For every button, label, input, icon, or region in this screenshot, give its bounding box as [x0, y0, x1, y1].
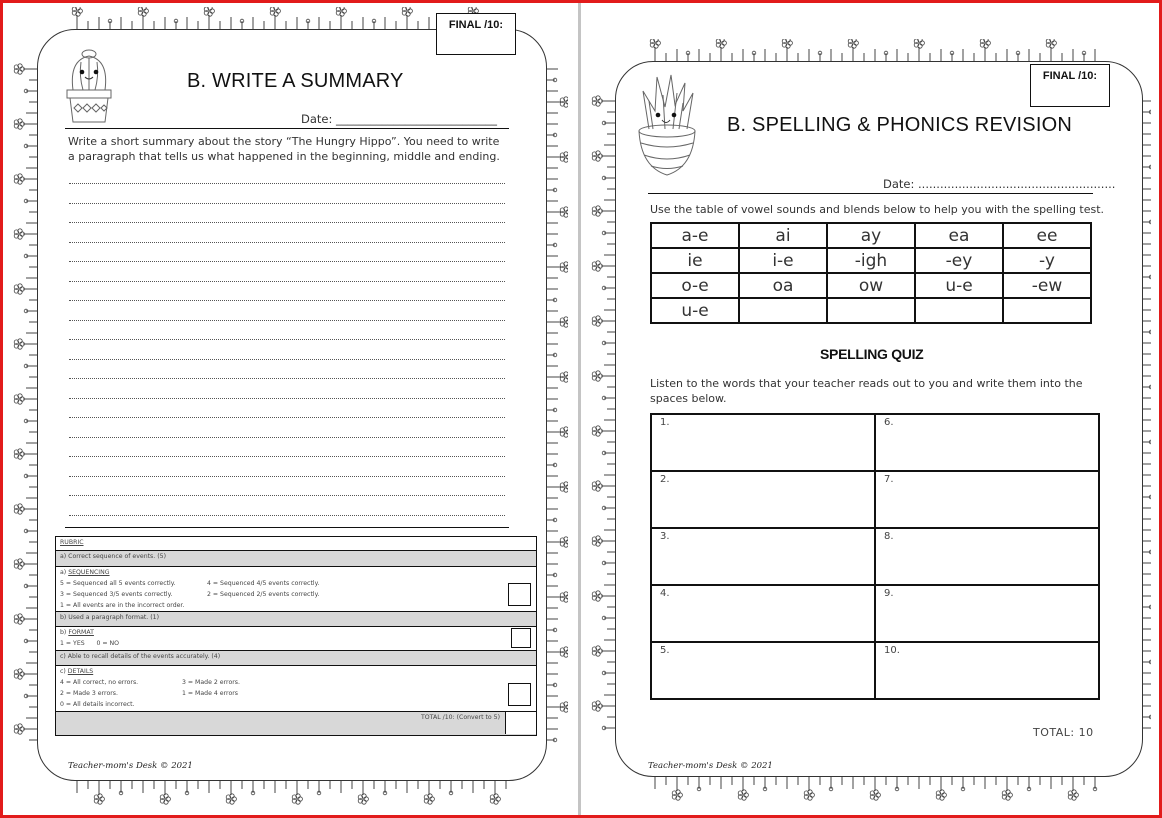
- writing-line[interactable]: [69, 359, 505, 360]
- answer-row: [651, 642, 1099, 699]
- vowel-cell: [1003, 298, 1091, 323]
- rubric-total-row: [56, 711, 536, 735]
- date-field[interactable]: Date: ......................................................: [883, 177, 1116, 191]
- writing-line[interactable]: [69, 417, 505, 418]
- vowel-cell: ie: [651, 248, 739, 273]
- answer-cell[interactable]: 10.: [875, 642, 1099, 699]
- vowel-cell: [739, 298, 827, 323]
- answer-row: [651, 528, 1099, 585]
- copyright-footer: Teacher-mom's Desk © 2021: [68, 761, 193, 771]
- vowel-row: [651, 298, 1091, 323]
- rubric-table: [55, 536, 537, 736]
- answer-cell[interactable]: 1.: [651, 414, 875, 471]
- rubric-total-label: TOTAL /10: (Convert to 5): [421, 714, 500, 721]
- vowel-row: [651, 273, 1091, 298]
- instructions-text: Write a short summary about the story “The Hungry Hippo”. You need to write a paragraph that tells us what happened in the beginning, middle and ending.: [68, 135, 500, 163]
- header-rule: [65, 128, 509, 129]
- vowel-sounds-table: [650, 222, 1092, 324]
- writing-line[interactable]: [69, 300, 505, 301]
- writing-line[interactable]: [69, 515, 505, 516]
- vowel-cell: a-e: [651, 223, 739, 248]
- vowel-cell: o-e: [651, 273, 739, 298]
- vowel-cell: -ey: [915, 248, 1003, 273]
- vowel-cell: ow: [827, 273, 915, 298]
- rubric-criterion: c) Able to recall details of the events accurately. (4): [60, 653, 221, 660]
- score-box-sequencing[interactable]: [508, 583, 531, 606]
- total-score-box[interactable]: [505, 712, 536, 734]
- answer-cell[interactable]: 5.: [651, 642, 875, 699]
- instructions-text: Use the table of vowel sounds and blends below to help you with the spelling test.: [650, 203, 1105, 216]
- rubric-label: FORMAT: [68, 629, 94, 636]
- rubric-label: DETAILS: [67, 668, 94, 675]
- answer-cell[interactable]: 3.: [651, 528, 875, 585]
- cactus-icon: [63, 46, 115, 126]
- answer-cell[interactable]: 7.: [875, 471, 1099, 528]
- answer-cell[interactable]: 4.: [651, 585, 875, 642]
- writing-bottom-rule: [65, 527, 509, 528]
- rubric-heading: RUBRIC: [60, 539, 84, 546]
- vowel-cell: oa: [739, 273, 827, 298]
- writing-line[interactable]: [69, 378, 505, 379]
- worksheet-page-spelling: [581, 3, 1159, 815]
- writing-line[interactable]: [69, 183, 505, 184]
- writing-line[interactable]: [69, 398, 505, 399]
- final-score-box[interactable]: FINAL /10:: [1030, 64, 1110, 107]
- score-box-details[interactable]: [508, 683, 531, 706]
- writing-line[interactable]: [69, 222, 505, 223]
- writing-line[interactable]: [69, 242, 505, 243]
- answer-cell[interactable]: 2.: [651, 471, 875, 528]
- answer-cell[interactable]: 6.: [875, 414, 1099, 471]
- copyright-footer: Teacher-mom's Desk © 2021: [648, 761, 773, 771]
- answer-cell[interactable]: 8.: [875, 528, 1099, 585]
- vowel-cell: ee: [1003, 223, 1091, 248]
- worksheet-page-summary: [3, 3, 578, 815]
- vowel-cell: -y: [1003, 248, 1091, 273]
- writing-line[interactable]: [69, 203, 505, 204]
- answer-row: [651, 414, 1099, 471]
- rubric-criterion: a) Correct sequence of events. (5): [60, 553, 166, 560]
- section-title: SPELLING QUIZ: [820, 346, 924, 362]
- quiz-instructions: Listen to the words that your teacher reads out to you and write them into the spaces below.: [650, 377, 1083, 405]
- aloe-plant-icon: [635, 71, 699, 181]
- rubric-label: SEQUENCING: [68, 569, 110, 576]
- vowel-cell: -igh: [827, 248, 915, 273]
- writing-line[interactable]: [69, 339, 505, 340]
- vowel-cell: ea: [915, 223, 1003, 248]
- vowel-cell: i-e: [739, 248, 827, 273]
- writing-line[interactable]: [69, 495, 505, 496]
- final-score-box[interactable]: FINAL /10:: [436, 13, 516, 55]
- vowel-cell: ai: [739, 223, 827, 248]
- rubric-section-format: b) FORMAT 1 = YES 0 = NO: [56, 626, 536, 650]
- header-rule: [648, 193, 1093, 194]
- vowel-cell: [827, 298, 915, 323]
- writing-line[interactable]: [69, 261, 505, 262]
- vowel-cell: u-e: [651, 298, 739, 323]
- rubric-section-details: c) DETAILS 4 = All correct, no errors. 3 = Made 2 errors. 2 = Made 3 errors. 1 = Made 4 errors 0 = All details incorrect.: [56, 665, 536, 711]
- writing-line[interactable]: [69, 437, 505, 438]
- writing-line[interactable]: [69, 320, 505, 321]
- spelling-answer-grid: [650, 413, 1100, 700]
- writing-line[interactable]: [69, 476, 505, 477]
- answer-row: [651, 471, 1099, 528]
- vowel-cell: u-e: [915, 273, 1003, 298]
- total-score-label: TOTAL: 10: [1033, 726, 1094, 739]
- vowel-cell: ay: [827, 223, 915, 248]
- vowel-row: [651, 248, 1091, 273]
- vowel-cell: [915, 298, 1003, 323]
- rubric-section-sequencing: a) SEQUENCING 5 = Sequenced all 5 events correctly. 4 = Sequenced 4/5 events correctly. 3 = Sequenced 3/5 events correctly. 2 = Sequenced 2/5 events correctly. 1 = All events are in the incorrect order.: [56, 566, 536, 611]
- score-box-format[interactable]: [511, 628, 531, 648]
- page-title: B. SPELLING & PHONICS REVISION: [727, 114, 1072, 136]
- writing-line[interactable]: [69, 456, 505, 457]
- vowel-row: [651, 223, 1091, 248]
- answer-cell[interactable]: 9.: [875, 585, 1099, 642]
- answer-row: [651, 585, 1099, 642]
- page-title: B. WRITE A SUMMARY: [187, 70, 404, 92]
- writing-line[interactable]: [69, 281, 505, 282]
- date-field[interactable]: Date: ____________________________: [301, 112, 498, 126]
- rubric-criterion: b) Used a paragraph format. (1): [60, 614, 159, 621]
- vowel-cell: -ew: [1003, 273, 1091, 298]
